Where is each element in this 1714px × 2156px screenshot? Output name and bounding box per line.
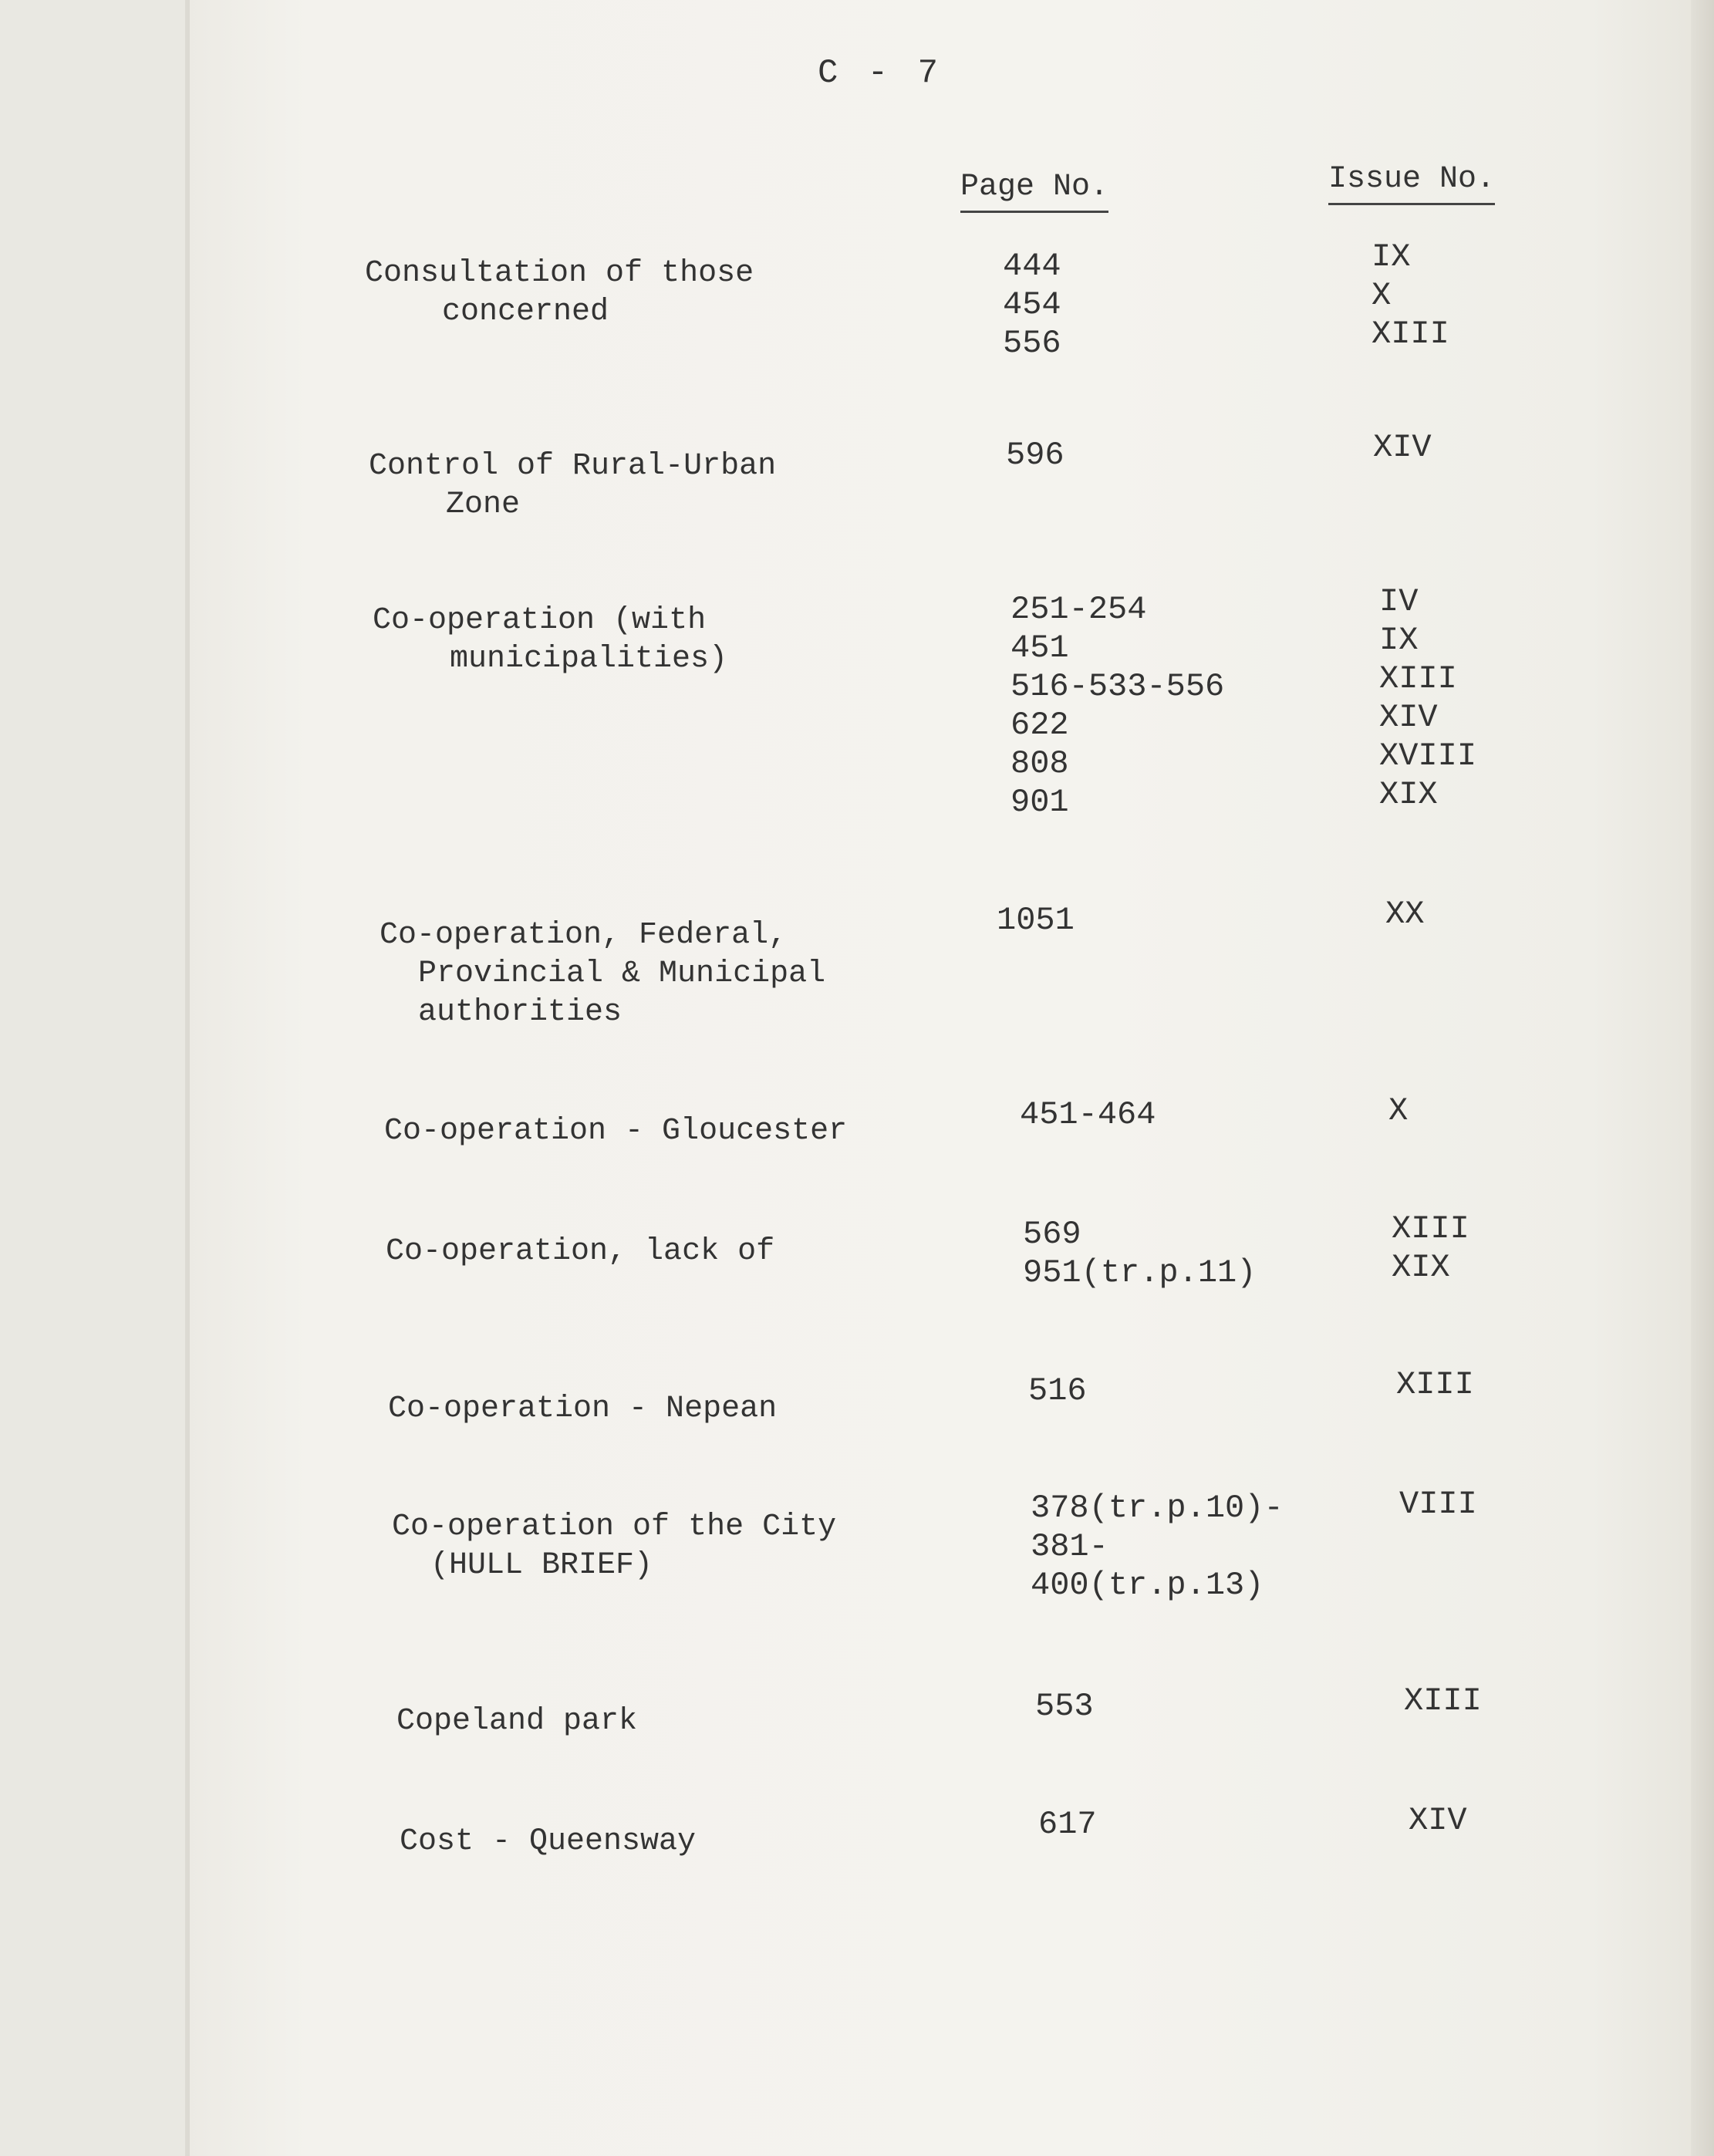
term-line: Co-operation - Nepean (388, 1392, 778, 1426)
entry-term (400, 1823, 696, 1861)
issue-number: XIII (1372, 315, 1449, 353)
entry-term (386, 1233, 774, 1271)
entry-term (392, 1508, 836, 1585)
entry-pages (1023, 1215, 1256, 1292)
page-number: 454 (1003, 286, 1061, 323)
page-number: 951(tr.p.11) (1023, 1254, 1257, 1291)
entry-pages (1011, 590, 1224, 822)
entry-pages (1031, 1489, 1284, 1604)
page-number: 400(tr.p.13) (1031, 1567, 1264, 1604)
page-number: 1051 (997, 902, 1075, 939)
entry-pages (997, 901, 1075, 940)
page-number: 553 (1035, 1688, 1094, 1725)
page-number: 556 (1003, 325, 1061, 362)
page-number: 808 (1011, 745, 1069, 782)
page-number: 444 (1003, 248, 1061, 285)
page-number: 901 (1011, 784, 1069, 821)
entry-term (373, 602, 727, 679)
entry-term (380, 916, 825, 1032)
term-line: Zone (446, 488, 521, 522)
entry-issues (1373, 428, 1432, 467)
term-line: authorities (418, 995, 623, 1030)
issue-number: XIV (1373, 429, 1432, 466)
term-line: municipalities) (450, 642, 728, 676)
entry-pages (1006, 436, 1065, 474)
entry-issues (1372, 238, 1449, 353)
entry-issues (1379, 582, 1476, 814)
entry-issues (1385, 895, 1424, 933)
page-edge (1691, 0, 1714, 2156)
term-line: Co-operation, Federal, (380, 918, 788, 953)
entry-issues (1392, 1210, 1469, 1287)
entry-issues (1388, 1091, 1408, 1130)
term-line: Co-operation, lack of (386, 1234, 775, 1269)
issue-number: XIX (1392, 1249, 1450, 1286)
page-number: 451-464 (1020, 1096, 1156, 1133)
entry-term (396, 1702, 637, 1741)
entry-term (388, 1390, 777, 1429)
term-line: Consultation of those (365, 256, 754, 291)
column-header-page-no: Page No. (960, 170, 1108, 213)
term-line: Co-operation (with (373, 603, 707, 638)
term-line: Co-operation - Gloucester (384, 1114, 848, 1149)
issue-number: XIV (1409, 1802, 1467, 1839)
issue-number: XX (1385, 896, 1425, 933)
issue-number: XIII (1379, 660, 1457, 697)
page-number: 251-254 (1011, 591, 1147, 628)
issue-number: XIII (1392, 1210, 1469, 1247)
entry-issues (1396, 1365, 1474, 1404)
issue-number: IV (1379, 583, 1419, 620)
issue-number: IX (1379, 622, 1419, 659)
issue-number: XIX (1379, 776, 1438, 813)
term-line: Cost - Queensway (400, 1824, 697, 1859)
page-number: 451 (1011, 629, 1069, 666)
entry-pages (1028, 1372, 1087, 1410)
page-number: 381- (1031, 1528, 1108, 1565)
page-fold (185, 0, 190, 2156)
column-header-issue-no: Issue No. (1328, 162, 1495, 205)
issue-number: IX (1372, 238, 1411, 275)
issue-number: XIII (1396, 1366, 1474, 1403)
entry-pages (1035, 1687, 1094, 1726)
page-number: 617 (1038, 1806, 1097, 1843)
page-number: 622 (1011, 707, 1069, 744)
page-title: C - 7 (818, 54, 943, 93)
page-number: 569 (1023, 1216, 1081, 1253)
entry-pages (1038, 1805, 1097, 1844)
issue-number: XIII (1404, 1682, 1482, 1719)
page-number: 516-533-556 (1011, 668, 1225, 705)
entry-pages (1020, 1095, 1156, 1134)
issue-number: XVIII (1379, 737, 1477, 774)
entry-issues (1404, 1682, 1482, 1720)
issue-number: VIII (1399, 1486, 1477, 1523)
entry-pages (1003, 247, 1061, 363)
page-number: 596 (1006, 437, 1065, 474)
term-line: Control of Rural-Urban (369, 449, 777, 484)
term-line: Provincial & Municipal (418, 957, 826, 991)
issue-number: X (1372, 277, 1392, 314)
entry-issues (1399, 1485, 1477, 1523)
term-line: Copeland park (396, 1704, 638, 1739)
term-line: (HULL BRIEF) (430, 1548, 653, 1583)
issue-number: XIV (1379, 699, 1438, 736)
term-line: Co-operation of the City (392, 1510, 837, 1544)
page-number: 516 (1028, 1372, 1087, 1409)
term-line: concerned (442, 295, 609, 329)
entry-term (365, 255, 754, 332)
issue-number: X (1388, 1092, 1409, 1129)
entry-term (369, 447, 776, 525)
entry-issues (1409, 1801, 1467, 1840)
page-number: 378(tr.p.10)- (1031, 1490, 1284, 1527)
entry-term (384, 1112, 847, 1151)
